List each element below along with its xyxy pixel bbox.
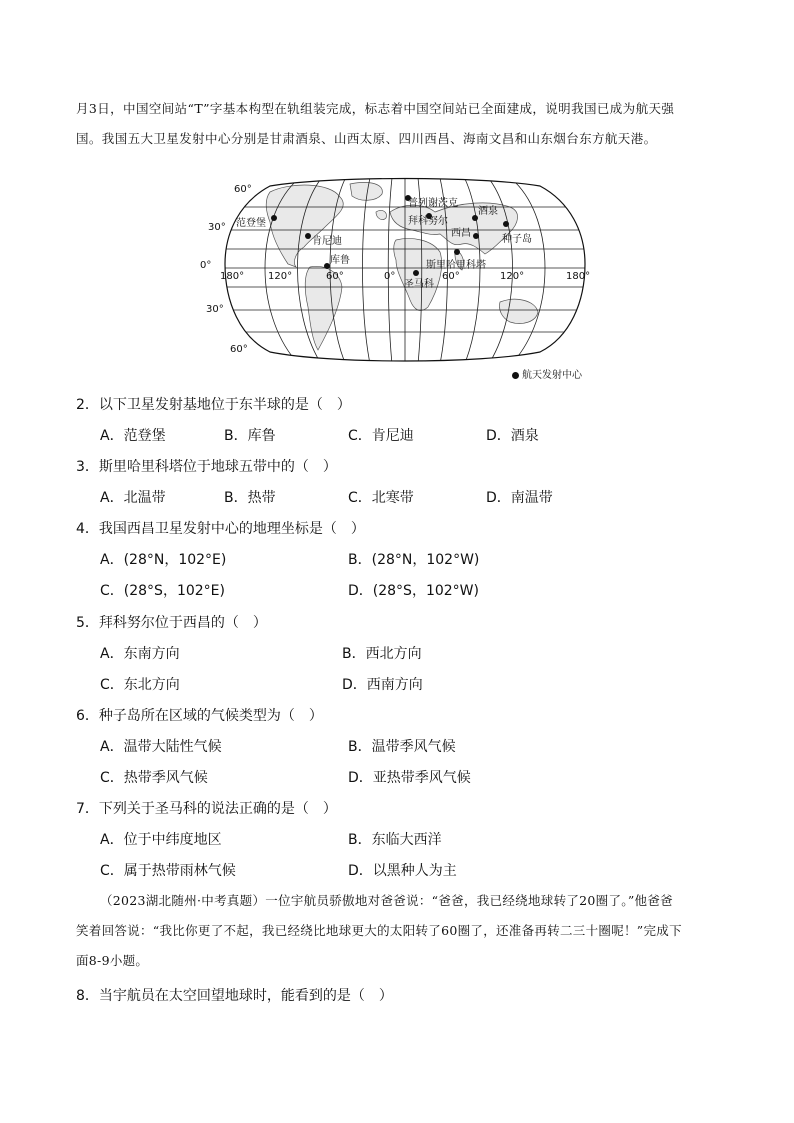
q7-option-b[interactable]: B．东临大西洋	[348, 832, 442, 848]
lon-label-180w: 180°	[220, 271, 245, 282]
q3-option-c[interactable]: C．北寒带	[348, 490, 414, 506]
lon-label-120e: 120°	[500, 271, 525, 282]
site-label-kourou: 库鲁	[330, 255, 350, 266]
lat-label-60n: 60°	[234, 184, 252, 195]
site-label-jiuquan: 酒泉	[478, 206, 498, 217]
site-label-kennedy: 肯尼迪	[312, 236, 342, 247]
lon-label-60w: 60°	[326, 271, 344, 282]
intro-line-2: 国。我国五大卫星发射中心分别是甘肃酒泉、山西太原、四川西昌、海南文昌和山东烟台东方航天港。	[76, 131, 657, 146]
q7-option-d[interactable]: D．以黑种人为主	[348, 863, 457, 879]
q5-option-c[interactable]: C．东北方向	[100, 677, 180, 693]
question-5-stem: 5．拜科努尔位于西昌的（ ）	[76, 615, 267, 631]
question-2-stem: 2．以下卫星发射基地位于东半球的是（ ）	[76, 397, 351, 413]
q6-option-c[interactable]: C．热带季风气候	[100, 770, 208, 786]
lat-label-30n: 30°	[208, 222, 226, 233]
site-label-plesetsk: 普列谢茨克	[408, 198, 458, 209]
site-label-vandenberg: 范登堡	[236, 218, 266, 229]
q2-option-b[interactable]: B．库鲁	[224, 428, 276, 444]
q7-option-c[interactable]: C．属于热带雨林气候	[100, 863, 236, 879]
world-map-figure	[200, 172, 610, 382]
site-label-san-marco: 圣马科	[404, 279, 434, 290]
site-label-tanegashima: 种子岛	[502, 234, 532, 245]
lon-label-120w: 120°	[268, 271, 293, 282]
q7-option-a[interactable]: A．位于中纬度地区	[100, 832, 222, 848]
context-paragraph	[76, 886, 726, 976]
q6-option-a[interactable]: A．温带大陆性气候	[100, 739, 222, 755]
intro-line-1: 月3日，中国空间站“T”字基本构型在轨组装完成，标志着中国空间站已全面建成，说明我国已成为航天强	[76, 101, 675, 116]
q5-option-b[interactable]: B．西北方向	[342, 646, 422, 662]
site-label-baikonur: 拜科努尔	[408, 216, 448, 227]
q5-option-d[interactable]: D．西南方向	[342, 677, 423, 693]
site-label-sriharikota: 斯里哈里科塔	[426, 260, 486, 271]
legend-dot-icon	[512, 372, 519, 379]
q4-option-a[interactable]: A．(28°N，102°E)	[100, 552, 227, 568]
map-legend	[512, 366, 582, 381]
question-3-stem: 3．斯里哈里科塔位于地球五带中的（ ）	[76, 459, 337, 475]
q2-option-c[interactable]: C．肯尼迪	[348, 428, 414, 444]
q4-option-b[interactable]: B．(28°N，102°W)	[348, 552, 480, 568]
lon-label-180e: 180°	[566, 271, 591, 282]
q3-option-b[interactable]: B．热带	[224, 490, 276, 506]
intro-paragraph	[76, 94, 726, 154]
q2-option-d[interactable]: D．酒泉	[486, 428, 539, 444]
q3-option-a[interactable]: A．北温带	[100, 490, 166, 506]
q6-option-b[interactable]: B．温带季风气候	[348, 739, 456, 755]
lon-label-0: 0°	[384, 271, 396, 282]
question-8-stem: 8．当宇航员在太空回望地球时，能看到的是（ ）	[76, 988, 393, 1004]
context-line-3: 面8-9小题。	[76, 953, 149, 968]
question-4-stem: 4．我国西昌卫星发射中心的地理坐标是（ ）	[76, 521, 365, 537]
question-7-stem: 7．下列关于圣马科的说法正确的是（ ）	[76, 801, 337, 817]
q3-option-d[interactable]: D．南温带	[486, 490, 553, 506]
site-label-xichang: 西昌	[451, 228, 471, 239]
lat-label-30s: 30°	[206, 304, 224, 315]
legend-label: 航天发射中心	[522, 370, 582, 381]
lat-label-60s: 60°	[230, 344, 248, 355]
lon-label-60e: 60°	[442, 271, 460, 282]
q6-option-d[interactable]: D．亚热带季风气候	[348, 770, 471, 786]
q5-option-a[interactable]: A．东南方向	[100, 646, 180, 662]
context-line-2: 笑着回答说：“我比你更了不起，我已经绕比地球更大的太阳转了60圈了，还准备再转二三十圈呢！”完成下	[76, 923, 682, 938]
q4-option-c[interactable]: C．(28°S，102°E)	[100, 583, 225, 599]
context-line-1: （2023湖北随州·中考真题）一位宇航员骄傲地对爸爸说：“爸爸，我已经绕地球转了20圈了。”他爸爸	[100, 893, 673, 908]
q4-option-d[interactable]: D．(28°S，102°W)	[348, 583, 479, 599]
lat-label-0: 0°	[200, 260, 212, 271]
q2-option-a[interactable]: A．范登堡	[100, 428, 166, 444]
question-6-stem: 6．种子岛所在区域的气候类型为（ ）	[76, 708, 323, 724]
